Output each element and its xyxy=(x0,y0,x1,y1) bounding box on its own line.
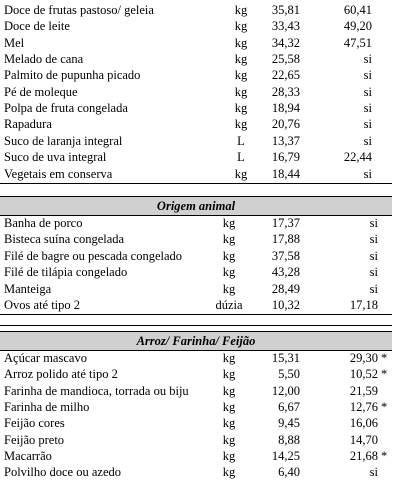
item-price: 17,88 xyxy=(271,232,300,247)
item-marker: * xyxy=(381,448,388,463)
item-unit: L xyxy=(237,133,245,148)
item-marker: * xyxy=(381,399,388,414)
table-row xyxy=(0,448,400,464)
item-name: Manteiga xyxy=(4,281,52,296)
table-row xyxy=(0,464,400,480)
table-row xyxy=(0,248,400,264)
item-unit: kg xyxy=(222,232,236,247)
table-row xyxy=(0,133,400,149)
item-name: Filé de tilápia congelado xyxy=(4,265,128,280)
item-price: 13,37 xyxy=(271,133,300,148)
item-marker: * xyxy=(381,367,388,382)
item-name: Macarrão xyxy=(4,448,52,463)
item-reference: 14,70 xyxy=(349,432,378,447)
table-row xyxy=(0,215,400,231)
item-unit: kg xyxy=(222,216,236,230)
table-row xyxy=(0,2,400,18)
table-row xyxy=(0,35,400,51)
item-marker: * xyxy=(381,351,388,365)
item-unit: kg xyxy=(222,383,236,398)
item-unit: kg xyxy=(234,166,248,181)
item-price: 22,65 xyxy=(271,68,300,83)
item-reference: 29,30 xyxy=(349,351,378,365)
item-reference: si xyxy=(369,465,378,480)
item-price: 10,32 xyxy=(271,298,300,312)
item-price: 16,79 xyxy=(271,150,300,165)
item-reference: si xyxy=(363,166,372,181)
item-reference: 47,51 xyxy=(343,35,372,50)
item-price: 14,25 xyxy=(271,448,300,463)
item-unit: kg xyxy=(222,432,236,447)
item-price: 6,40 xyxy=(278,465,300,480)
table-row xyxy=(0,350,400,366)
item-price: 35,81 xyxy=(271,3,300,17)
item-reference: 21,68 xyxy=(349,448,378,463)
table-row xyxy=(0,149,400,165)
item-unit: kg xyxy=(222,399,236,414)
item-reference: 16,06 xyxy=(349,416,378,431)
item-price: 37,58 xyxy=(271,248,300,263)
item-price: 28,49 xyxy=(271,281,300,296)
item-reference: 12,76 xyxy=(349,399,378,414)
item-price: 28,33 xyxy=(271,84,300,99)
item-price: 8,88 xyxy=(278,432,300,447)
item-price: 15,31 xyxy=(271,351,300,365)
table-row xyxy=(0,51,400,67)
item-name: Suco de uva integral xyxy=(4,150,107,165)
item-name: Doce de frutas pastoso/ geleia xyxy=(4,3,154,17)
table-row xyxy=(0,116,400,132)
table-row xyxy=(0,366,400,382)
item-name: Doce de leite xyxy=(4,19,70,34)
table-row xyxy=(0,166,400,182)
table-row xyxy=(0,415,400,431)
item-unit: kg xyxy=(234,101,248,116)
item-unit: kg xyxy=(222,465,236,480)
item-unit: L xyxy=(237,150,245,165)
item-unit: kg xyxy=(234,117,248,132)
item-reference: si xyxy=(369,281,378,296)
item-name: Filé de bagre ou pescada congelado xyxy=(4,248,183,263)
item-name: Banha de porco xyxy=(4,216,83,230)
section-header: Origem animal xyxy=(0,196,392,216)
item-reference: 21,59 xyxy=(349,383,378,398)
table-row xyxy=(0,399,400,415)
item-unit: kg xyxy=(222,248,236,263)
item-unit: kg xyxy=(222,367,236,382)
item-reference: 60,41 xyxy=(343,3,372,17)
item-reference: si xyxy=(369,265,378,280)
item-unit: kg xyxy=(234,52,248,67)
item-price: 20,76 xyxy=(271,117,300,132)
table-row xyxy=(0,264,400,280)
table-row xyxy=(0,100,400,116)
item-name: Farinha de mandioca, torrada ou biju xyxy=(4,383,189,398)
section-divider xyxy=(0,325,392,326)
item-name: Bisteca suína congelada xyxy=(4,232,125,247)
table-row xyxy=(0,84,400,100)
item-reference: si xyxy=(369,216,378,230)
table-row xyxy=(0,383,400,399)
item-name: Arroz polido até tipo 2 xyxy=(4,367,118,382)
table-row xyxy=(0,231,400,247)
item-reference: si xyxy=(369,248,378,263)
item-name: Vegetais em conserva xyxy=(4,166,113,181)
item-unit: dúzia xyxy=(215,298,243,312)
item-reference: si xyxy=(363,68,372,83)
item-unit: kg xyxy=(234,3,248,17)
section-header: Arroz/ Farinha/ Feijão xyxy=(0,331,392,351)
item-price: 43,28 xyxy=(271,265,300,280)
item-name: Polpa de fruta congelada xyxy=(4,101,128,116)
table-row xyxy=(0,281,400,297)
item-name: Melado de cana xyxy=(4,52,84,67)
item-reference: si xyxy=(363,117,372,132)
item-reference: si xyxy=(363,52,372,67)
item-unit: kg xyxy=(222,265,236,280)
item-reference: 10,52 xyxy=(349,367,378,382)
item-price: 18,44 xyxy=(271,166,300,181)
item-price: 6,67 xyxy=(278,399,300,414)
item-reference: si xyxy=(363,84,372,99)
item-unit: kg xyxy=(222,281,236,296)
item-reference: 49,20 xyxy=(343,19,372,34)
item-reference: si xyxy=(369,232,378,247)
item-name: Açúcar mascavo xyxy=(4,351,87,365)
table-row xyxy=(0,18,400,34)
item-reference: 17,18 xyxy=(349,298,378,312)
item-name: Ovos até tipo 2 xyxy=(4,298,81,312)
item-name: Suco de laranja integral xyxy=(4,133,123,148)
item-name: Farinha de milho xyxy=(4,399,90,414)
item-name: Feijão cores xyxy=(4,416,65,431)
item-unit: kg xyxy=(234,19,248,34)
item-price: 18,94 xyxy=(271,101,300,116)
item-unit: kg xyxy=(222,351,236,365)
item-price: 12,00 xyxy=(271,383,300,398)
item-price: 17,37 xyxy=(271,216,300,230)
table-row xyxy=(0,432,400,448)
table-row xyxy=(0,297,400,313)
item-unit: kg xyxy=(222,448,236,463)
section-divider xyxy=(0,314,392,315)
item-unit: kg xyxy=(222,416,236,431)
item-price: 34,32 xyxy=(271,35,300,50)
item-reference: si xyxy=(363,133,372,148)
item-name: Polvilho doce ou azedo xyxy=(4,465,121,480)
item-reference: si xyxy=(363,101,372,116)
item-unit: kg xyxy=(234,84,248,99)
item-name: Mel xyxy=(4,35,25,50)
item-price: 25,58 xyxy=(271,52,300,67)
table-row xyxy=(0,67,400,83)
item-price: 33,43 xyxy=(271,19,300,34)
item-price: 5,50 xyxy=(278,367,300,382)
item-name: Palmito de pupunha picado xyxy=(4,68,141,83)
item-name: Feijão preto xyxy=(4,432,65,447)
item-price: 9,45 xyxy=(278,416,300,431)
item-unit: kg xyxy=(234,35,248,50)
item-reference: 22,44 xyxy=(343,150,372,165)
section-divider xyxy=(0,183,392,184)
item-name: Rapadura xyxy=(4,117,52,132)
item-name: Pé de moleque xyxy=(4,84,78,99)
item-unit: kg xyxy=(234,68,248,83)
